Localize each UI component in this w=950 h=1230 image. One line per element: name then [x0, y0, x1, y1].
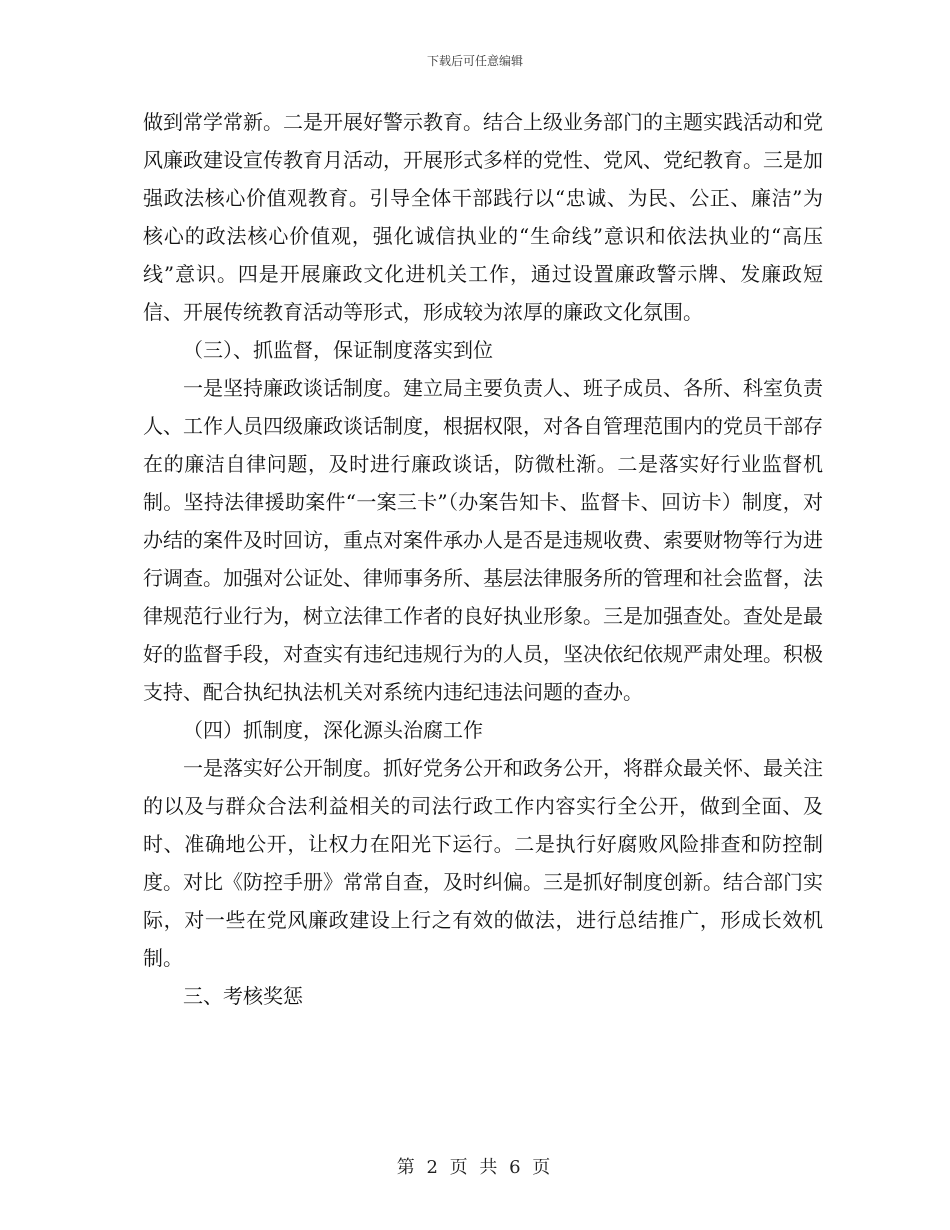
paragraph-3: 一是落实好公开制度。抓好党务公开和政务公开，将群众最关怀、最关注的以及与群众合法利益相关的司法行政工作内容实行全公开，做到全面、及时、准确地公开，让权力在阳光下运行。二是执行好腐败风险排查和防控制度。对比《防控手册》常常自查，及时纠偏。三是抓好制度创新。结合部门实际，对一些在党风廉政建设上行之有效的做法，进行总结推广，形成长效机制。: [143, 756, 823, 970]
paragraph-2: 一是坚持廉政谈话制度。建立局主要负责人、班子成员、各所、科室负责人、工作人员四级廉政谈话制度，根据权限，对各自管理范围内的党员干部存在的廉洁自律问题，及时进行廉政谈话，防微杜渐。二是落实好行业监督机制。坚持法律援助案件“一案三卡”（办案告知卡、监督卡、回访卡）制度，对办结的案件及时回访，重点对案件承办人是否是违规收费、索要财物等行为进行调查。加强对公证处、律师事务所、基层法律服务所的管理和社会监督，法律规范行业行为，树立法律工作者的良好执业形象。三是加强查处。查处是最好的监督手段，对查实有违纪违规行为的人员，坚决依纪依规严肃处理。积极支持、配合执纪执法机关对系统内违纪违法问题的查办。: [143, 376, 823, 704]
document-body: [143, 103, 823, 1015]
page-number-footer: 第 2 页 共 6 页: [396, 1157, 554, 1178]
paragraph-1: 做到常学常新。二是开展好警示教育。结合上级业务部门的主题实践活动和党风廉政建设宣传教育月活动，开展形式多样的党性、党风、党纪教育。三是加强政法核心价值观教育。引导全体干部践行以“忠诚、为民、公正、廉洁”为核心的政法核心价值观，强化诚信执业的“生命线”意识和依法执业的“高压线”意识。四是开展廉政文化进机关工作，通过设置廉政警示牌、发廉政短信、开展传统教育活动等形式，形成较为浓厚的廉政文化氛围。: [143, 110, 823, 324]
page-header: 下载后可任意编辑: [426, 54, 523, 68]
section-heading-4: （四）抓制度，深化源头治腐工作: [183, 718, 483, 742]
chapter-heading-assessment: 三、考核奖惩: [183, 984, 303, 1008]
section-heading-3: （三）、抓监督，保证制度落实到位: [183, 338, 493, 362]
